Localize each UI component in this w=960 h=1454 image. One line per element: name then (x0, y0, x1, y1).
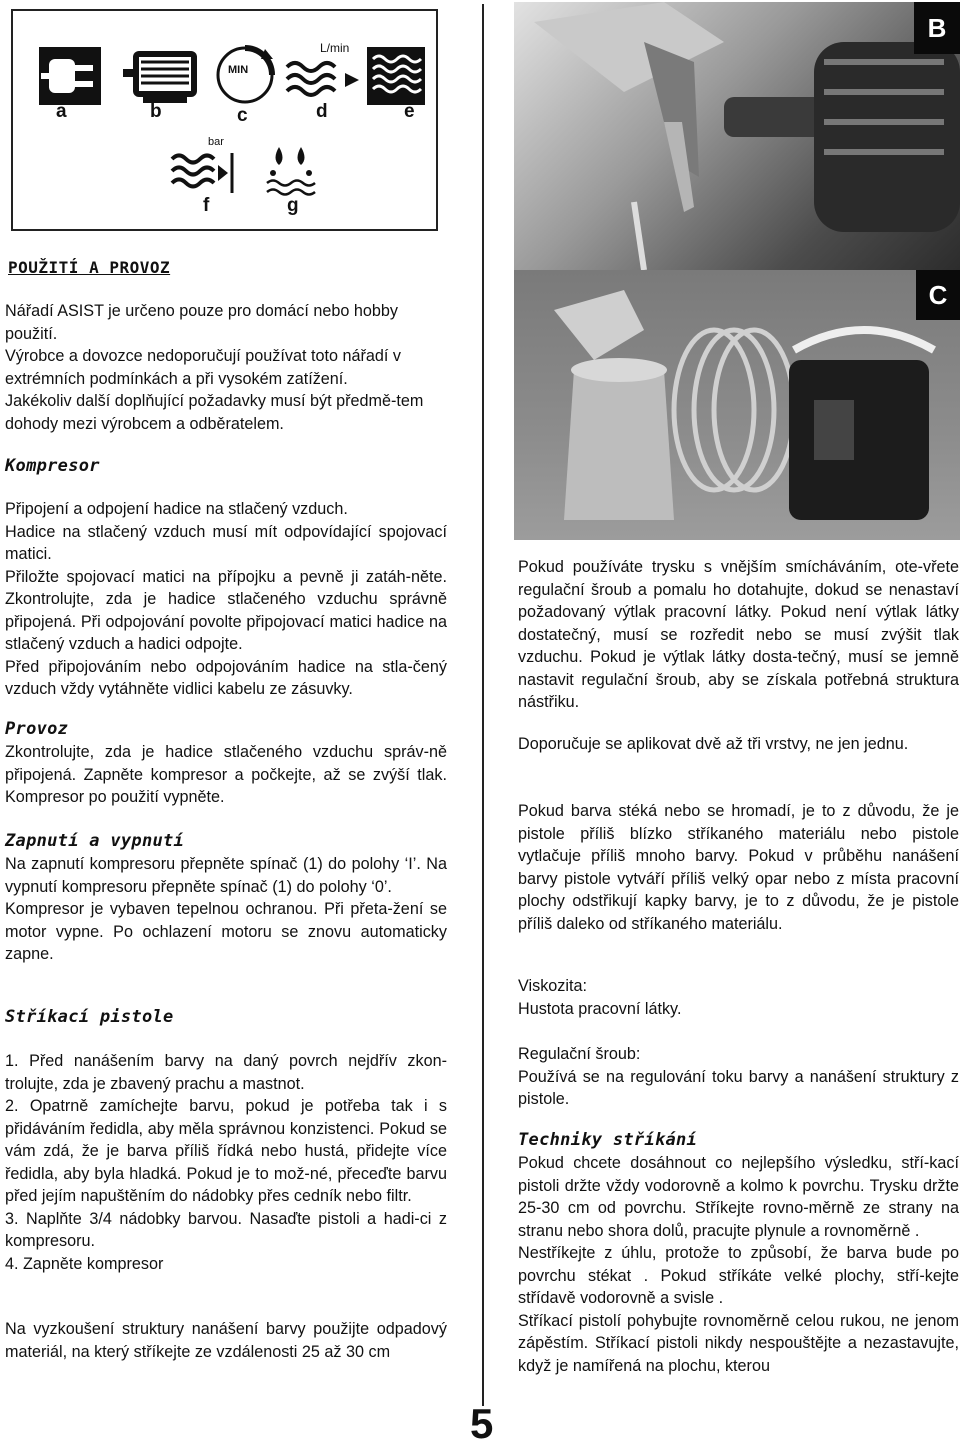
symbol-letter-e: e (404, 101, 415, 122)
pistole-heading: Stříkací pistole (5, 1007, 174, 1027)
provoz-heading: Provoz (5, 719, 69, 739)
intro-paragraph: Nářadí ASIST je určeno pouze pro domácí nebo hobby použití. Výrobce a dovozce nedoporučují používat toto nářadí v extrémních podmínkách a při vysokém zatížení. Jakékoliv další doplňující požadavky musí být předmě-tem dohody mezi výrobcem a odběratelem. (5, 302, 424, 433)
min-label: MIN (228, 64, 249, 76)
page-number: 5 (470, 1400, 494, 1447)
test-paragraph: Na vyzkoušení struktury nanášení barvy použijte odpadový materiál, na který stříkejte ze vzdálenosti 25 až 30 cm (5, 1320, 447, 1361)
symbol-letter-b: b (150, 101, 162, 122)
kompresor-heading: Kompresor (5, 456, 100, 476)
symbol-legend-box (11, 9, 438, 231)
nozzle-paragraph: Pokud používáte trysku s vnějším smícháváním, ote-vřete regulační šroub a pomalu ho dotahujte, dokud se nenastaví požadovaný výtlak pracovní látky. Pokud není výtlak látky dostatečný, musí se rozředit nebo se musí zvýšit tlak vzduchu. Pokud je výtlak látky dosta-tečný, musí se jemně nastavit regulační šroub, aby se získala potřebná struktura nástřiku. (518, 558, 959, 711)
symbol-letter-f: f (203, 195, 210, 216)
layers-paragraph: Doporučuje se aplikovat dvě až tři vrstvy, ne jen jednu. (518, 735, 909, 753)
tank-volume-icon (365, 45, 427, 107)
compressor-photo-art (514, 270, 960, 540)
provoz-paragraph: Zkontrolujte, zda je hadice stlačeného vzduchu správ-ně připojená. Zapněte kompresor a počkejte, až se zvýší tlak. Kompresor po použití vypněte. (5, 743, 447, 806)
section-title: POUŽITÍ A PROVOZ (8, 258, 171, 277)
symbol-letter-g: g (287, 195, 299, 216)
regulating-screw-paragraph: Regulační šroub: Používá se na regulování toku barvy a nanášení struktury z pistole. (518, 1045, 959, 1108)
photo-b-spray-gun-connection (514, 2, 960, 270)
viscosity-paragraph: Viskozita: Hustota pracovní látky. (518, 977, 682, 1018)
plug-icon (35, 45, 105, 107)
techniky-paragraph: Pokud chcete dosáhnout co nejlepšího výsledku, stří-kací pistoli držte vždy vodorovně a kolmo k povrchu. Trysku držte 25-30 cm od povrchu. Stříkejte rovno-měrně ze strany na stranu nebo shora dolů, pracujte plynule a rovnoměrně . Nestříkejte z úhlu, protože to způsobí, že barva bude po povrchu stékat . Pokud stříkáte velké plochy, stří-kejte střídavě vodorovně a svisle . Stříkací pistolí pohybujte rovnoměrně celou rukou, ne jenom zápěstím. Stříkací pistoli nikdy nespouštějte a nezastavujte, když je namířená na plochu, kterou (518, 1154, 959, 1375)
pistole-paragraph: 1. Před nanášením barvy na daný povrch nejdřív zkon-trolujte, zda je zbavený prachu a mastnot. 2. Opatrně zamíchejte barvu, pokud je potřeba tak i s přidáváním ředidla, aby měla správnou konzistenci. Pokud se vám zdá, že je barva příliš řídká nebo hustá, přidejte více ředidla, aby byla hladká. Pokud je to mož-né, přeceďte barvu před jejím napuštěním do nádobky přes cedník nebo filtr. 3. Naplňte 3/4 nádobky barvou. Nasaďte pistoli a hadi-ci z kompresoru. 4. Zapněte kompresor (5, 1052, 447, 1273)
photo-b-label: B (914, 2, 960, 54)
column-divider (482, 4, 484, 1406)
symbol-letter-c: c (237, 105, 248, 126)
lmin-unit-label: L/min (320, 41, 350, 55)
photo-c-compressor-kit (514, 270, 960, 540)
photo-c-label: C (916, 270, 960, 320)
motor-icon (123, 45, 205, 107)
symbol-letter-a: a (56, 101, 67, 122)
techniky-heading: Techniky stříkání (518, 1130, 698, 1150)
symbol-letter-d: d (316, 101, 328, 122)
air-flow-icon (283, 55, 363, 105)
spray-gun-photo-art (514, 2, 960, 270)
pressure-icon (168, 149, 238, 197)
bar-unit-label: bar (208, 136, 224, 148)
paint-running-paragraph: Pokud barva stéká nebo se hromadí, je to z důvodu, že je pistole příliš blízko stříkaného materiálu nebo pistole vytlačuje příliš mnoho barvy. Pokud v průběhu nanášení barvy pistole vytváří příliš velký opar nebo z místa pracovní plochy odstřikují kapky barvy, je to z důvodu, že je pistole příliš daleko od stříkaného materiálu. (518, 802, 959, 933)
water-drops-icon (261, 143, 321, 199)
kompresor-paragraph: Připojení a odpojení hadice na stlačený vzduch. Hadice na stlačený vzduch musí mít odpovídající spojovací matici. Přiložte spojovací matici na přípojku a pevně ji zatáh-něte. Zkontrolujte, zda je hadice stlačeného vzduchu správně připojená. Při odpojování povolte připojovací matici hadice na stlačený vzduch a hadici odpojte. Před připojováním nebo odpojováním hadice na stla-čený vzduch vždy vytáhněte vidlici kabelu ze zásuvky. (5, 500, 447, 698)
zapnuti-paragraph: Na zapnutí kompresoru přepněte spínač (1) do polohy ‘I’. Na vypnutí kompresoru přepněte spínač (1) do polohy ‘0’. Kompresor je vybaven tepelnou ochranou. Při přeta-žení se motor vypne. Po ochlazení motoru se znovu automaticky zapne. (5, 855, 447, 963)
zapnuti-heading: Zapnutí a vypnutí (5, 831, 185, 851)
